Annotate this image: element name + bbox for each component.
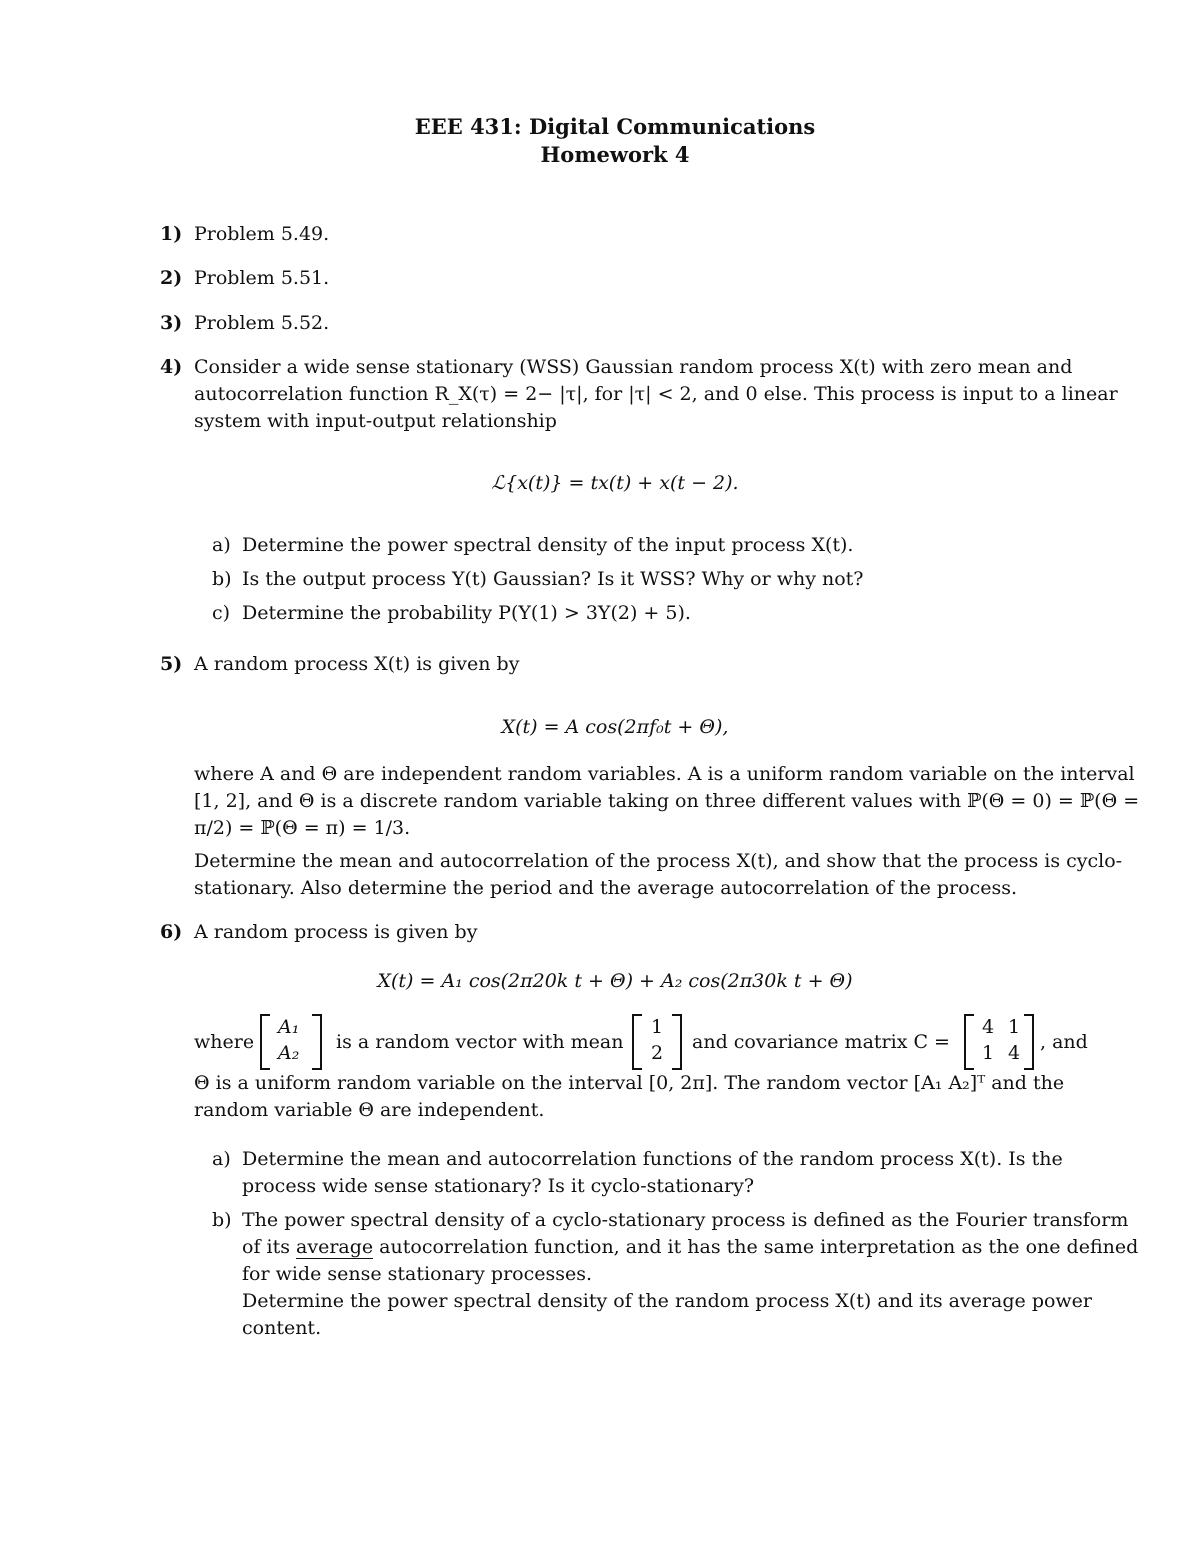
part-text: autocorrelation function, and it has the same interpretation as the one defined	[373, 1236, 1139, 1258]
part-line: The power spectral density of a cyclo-stationary process is defined as the Fourier transform	[242, 1209, 1129, 1231]
part-text: Determine the probability P(Y(1) > 3Y(2) + 5).	[242, 602, 691, 624]
covariance-matrix	[964, 1014, 1034, 1068]
problem-line: A random process is given by	[194, 921, 478, 943]
part-label: a)	[212, 534, 231, 556]
right-bracket	[1024, 1014, 1034, 1070]
mean-vector	[632, 1014, 682, 1068]
problem-line: autocorrelation function R_X(τ) = 2− |τ|, for |τ| < 2, and 0 else. This process is input to a linear	[194, 383, 1118, 405]
left-bracket	[632, 1014, 642, 1070]
random-vector-text: is a random vector with mean	[336, 1031, 624, 1053]
part-text: Is the output process Y(t) Gaussian? Is it WSS? Why or why not?	[242, 568, 864, 590]
part-line: process wide sense stationary? Is it cyclo-stationary?	[242, 1175, 755, 1197]
equation-system: ℒ{x(t)} = tx(t) + x(t − 2).	[491, 472, 739, 494]
document-subtitle: Homework 4	[540, 142, 690, 167]
problem-line: A random process X(t) is given by	[194, 653, 520, 675]
problem-line: Consider a wide sense stationary (WSS) Gaussian random process X(t) with zero mean and	[194, 356, 1073, 378]
part-line	[242, 1234, 1138, 1261]
matrix-element: 1	[1008, 1016, 1021, 1038]
problem-line: random variable Θ are independent.	[194, 1099, 545, 1121]
and-text: , and	[1040, 1031, 1088, 1053]
problem-number: 5)	[160, 653, 183, 675]
left-bracket	[964, 1014, 974, 1070]
right-bracket	[312, 1014, 322, 1070]
problem-text: Problem 5.52.	[194, 312, 330, 334]
equation-process: X(t) = A cos(2πf₀t + Θ),	[501, 716, 729, 738]
vector-a	[260, 1014, 322, 1068]
matrix-element: 4	[1008, 1042, 1021, 1064]
part-label: b)	[212, 568, 232, 590]
where-label: where	[194, 1031, 255, 1053]
underlined-word: average	[296, 1236, 374, 1258]
part-text: Determine the power spectral density of the input process X(t).	[242, 534, 854, 556]
matrix-element: 1	[982, 1042, 995, 1064]
problem-number: 6)	[160, 921, 183, 943]
right-bracket	[672, 1014, 682, 1070]
left-bracket	[260, 1014, 270, 1070]
problem-line: stationary. Also determine the period and the average autocorrelation of the process.	[194, 877, 1017, 899]
problem-line: π/2) = ℙ(Θ = π) = 1/3.	[194, 817, 411, 839]
vector-element: 1	[651, 1016, 664, 1038]
problem-line: Θ is a uniform random variable on the interval [0, 2π]. The random vector [A₁ A₂]ᵀ and the	[194, 1072, 1065, 1094]
problem-line: [1, 2], and Θ is a discrete random variable taking on three different values with ℙ(Θ = 0) = ℙ(Θ =	[194, 790, 1140, 812]
problem-number: 1)	[160, 223, 183, 245]
part-label: a)	[212, 1148, 231, 1170]
problem-text: Problem 5.49.	[194, 223, 330, 245]
problem-number: 2)	[160, 267, 183, 289]
equation-process-6: X(t) = A₁ cos(2π20k t + Θ) + A₂ cos(2π30k t + Θ)	[377, 970, 853, 992]
part-line: for wide sense stationary processes.	[242, 1263, 593, 1285]
part-line: Determine the mean and autocorrelation functions of the random process X(t). Is the	[242, 1148, 1063, 1170]
problem-number: 4)	[160, 356, 183, 378]
vector-element: A₂	[278, 1042, 300, 1064]
part-label: b)	[212, 1209, 232, 1231]
problem-line: where A and Θ are independent random variables. A is a uniform random variable on the interval	[194, 763, 1135, 785]
problem-number: 3)	[160, 312, 183, 334]
problem-text: Problem 5.51.	[194, 267, 330, 289]
vector-element: 2	[651, 1042, 664, 1064]
part-line: Determine the power spectral density of the random process X(t) and its average power	[242, 1290, 1093, 1312]
problem-line: system with input-output relationship	[194, 410, 557, 432]
vector-element: A₁	[278, 1016, 300, 1038]
document-title: EEE 431: Digital Communications	[414, 114, 816, 139]
part-text: of its	[242, 1236, 297, 1258]
part-label: c)	[212, 602, 231, 624]
covariance-label: and covariance matrix C =	[692, 1031, 950, 1053]
matrix-element: 4	[982, 1016, 995, 1038]
problem-line: Determine the mean and autocorrelation of the process X(t), and show that the process is cyclo-	[194, 850, 1123, 872]
part-line: content.	[242, 1317, 322, 1339]
